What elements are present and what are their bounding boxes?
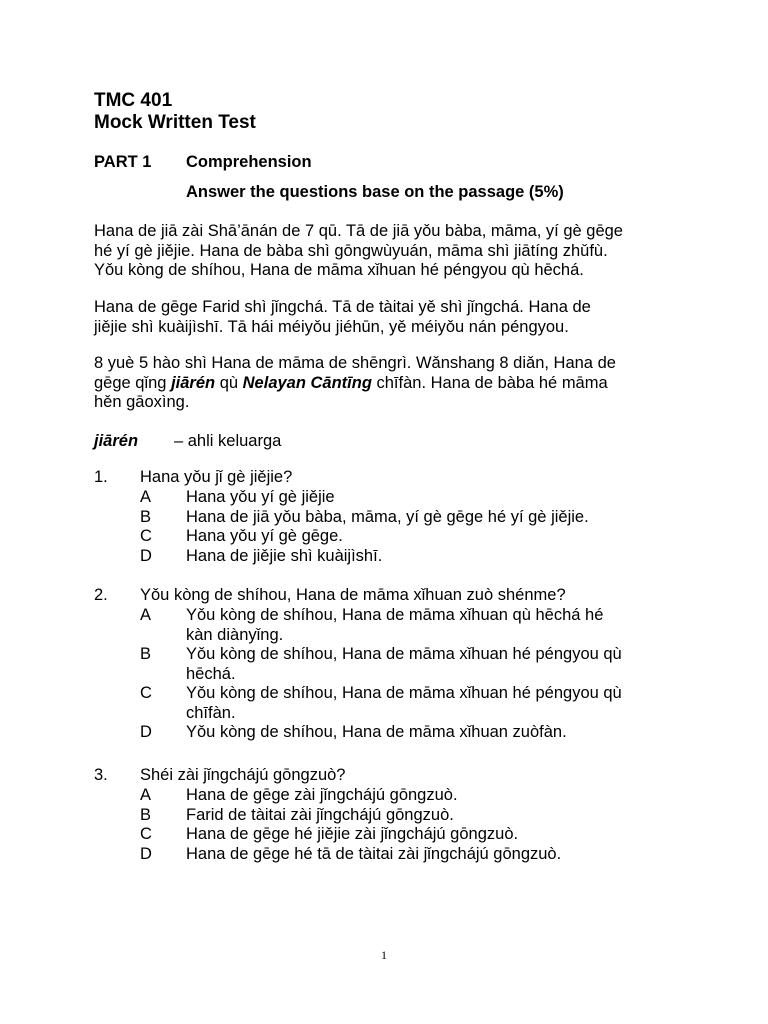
option-d — [94, 723, 694, 743]
question-2 — [94, 586, 694, 743]
option-letter: D — [140, 844, 152, 863]
option-text: Hana yǒu yí gè jiějie — [186, 488, 335, 506]
option-text: Yǒu kòng de shíhou, Hana de māma xǐhuan qù hēchá hé — [186, 606, 604, 624]
vocab-term: jiārén — [94, 432, 139, 450]
option-letter: A — [140, 606, 152, 624]
option-text: Yǒu kòng de shíhou, Hana de māma xǐhuan hé péngyou qù — [186, 684, 622, 702]
question-text: Yǒu kòng de shíhou, Hana de māma xǐhuan zuò shénme? — [140, 586, 566, 604]
vocab-definition: – ahli keluarga — [174, 432, 282, 450]
course-code: TMC 401 — [94, 90, 173, 111]
option-letter: B — [140, 507, 152, 526]
passage-line: hěn gāoxìng. — [94, 393, 190, 411]
passage-line: hé yí gè jiějie. Hana de bàba shì gōngwùyuán, māma shì jiātíng zhǔfù. — [94, 241, 608, 260]
option-c — [94, 825, 694, 845]
part-name: Comprehension — [186, 153, 312, 171]
option-letter: A — [140, 488, 152, 506]
passage-paragraph-3 — [94, 354, 694, 413]
option-a — [94, 488, 694, 508]
option-text: hēchá. — [186, 664, 236, 683]
option-text: Yǒu kòng de shíhou, Hana de māma xǐhuan zuòfàn. — [186, 723, 567, 741]
option-c — [94, 527, 694, 547]
question-text: Shéi zài jǐngchájú gōngzuò? — [140, 766, 346, 784]
option-a — [94, 606, 694, 645]
question-number: 2. — [94, 586, 108, 604]
option-text: Hana de gēge hé tā de tàitai zài jǐngchájú gōngzuò. — [186, 844, 562, 863]
option-letter: C — [140, 684, 152, 702]
passage-paragraph-1 — [94, 222, 694, 281]
passage-line — [94, 374, 694, 394]
test-title: Mock Written Test — [94, 112, 256, 133]
option-text: chīfàn. — [186, 703, 236, 722]
option-b — [94, 645, 694, 684]
passage-text: gēge qǐng — [94, 373, 172, 392]
option-b — [94, 806, 694, 826]
option-text: Hana yǒu yí gè gēge. — [186, 527, 343, 545]
question-number: 3. — [94, 766, 108, 784]
passage-text: chīfàn. Hana de bàba hé māma — [371, 373, 608, 392]
option-letter: B — [140, 805, 152, 824]
passage-line: Hana de gēge Farid shì jǐngchá. Tā de tàitai yě shì jǐngchá. Hana de — [94, 298, 591, 316]
vocab-highlight-jiaren: jiārén — [171, 373, 216, 392]
option-text: kàn diànyǐng. — [186, 625, 284, 644]
page-number: 1 — [381, 948, 387, 962]
option-text: Hana de jiā yǒu bàba, māma, yí gè gēge hé yí gè jiějie. — [186, 507, 589, 526]
option-b — [94, 508, 694, 528]
passage-line: jiějie shì kuàijìshī. Tā hái méiyǒu jiéhūn, yě méiyǒu nán péngyou. — [94, 317, 569, 336]
option-a — [94, 786, 694, 806]
question-1 — [94, 468, 694, 566]
question-3 — [94, 766, 694, 864]
passage-text: qù — [215, 373, 243, 392]
option-c — [94, 684, 694, 723]
option-text: Hana de gēge hé jiějie zài jǐngchájú gōngzuò. — [186, 825, 519, 843]
part-label: PART 1 — [94, 153, 152, 171]
question-number: 1. — [94, 468, 108, 486]
passage-line: 8 yuè 5 hào shì Hana de māma de shēngrì. Wǎnshang 8 diǎn, Hana de — [94, 354, 616, 372]
option-text: Farid de tàitai zài jǐngchájú gōngzuò. — [186, 805, 454, 824]
instruction-text: Answer the questions base on the passage (5%) — [186, 183, 564, 201]
option-letter: A — [140, 786, 152, 804]
question-text: Hana yǒu jǐ gè jiějie? — [140, 468, 293, 486]
option-d — [94, 845, 694, 865]
passage-paragraph-2 — [94, 298, 694, 337]
option-letter: C — [140, 825, 152, 843]
option-text: Yǒu kòng de shíhou, Hana de māma xǐhuan hé péngyou qù — [186, 645, 622, 663]
option-letter: C — [140, 527, 152, 545]
option-d — [94, 547, 694, 567]
option-letter: B — [140, 645, 152, 663]
option-letter: D — [140, 723, 152, 741]
restaurant-name: Nelayan Cāntīng — [242, 373, 372, 392]
option-text: Hana de gēge zài jǐngchájú gōngzuò. — [186, 786, 458, 804]
option-text: Hana de jiějie shì kuàijìshī. — [186, 546, 383, 565]
passage-line: Yǒu kòng de shíhou, Hana de māma xǐhuan hé péngyou qù hēchá. — [94, 261, 584, 279]
passage-line: Hana de jiā zài Shā’ānán de 7 qū. Tā de jiā yǒu bàba, māma, yí gè gēge — [94, 222, 623, 240]
option-letter: D — [140, 546, 152, 565]
